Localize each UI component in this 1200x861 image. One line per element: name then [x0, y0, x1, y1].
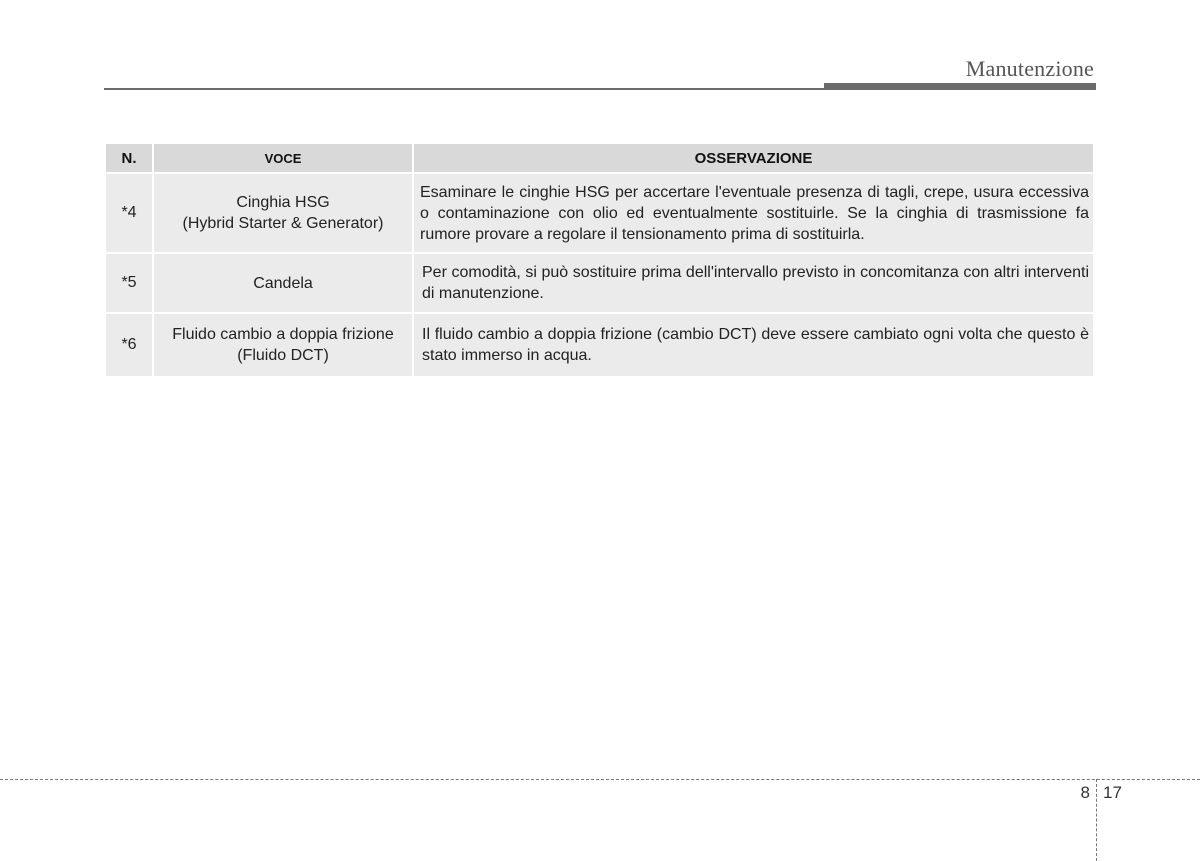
row-number: *4 — [105, 173, 153, 253]
column-header-n: N. — [105, 143, 153, 173]
row-item — [153, 173, 413, 253]
row-observation: Per comodità, si può sostituire prima dell'intervallo previsto in concomitanza con altri interventi di manutenzione. — [413, 253, 1094, 313]
row-item — [153, 253, 413, 313]
header-rule — [104, 88, 824, 90]
page-number: 17 — [1103, 783, 1122, 802]
row-item-detail: (Hybrid Starter & Generator) — [182, 215, 384, 232]
column-header-voce: VOCE — [153, 143, 413, 173]
table-row — [105, 313, 1094, 377]
footer-rule — [0, 779, 1200, 780]
row-observation: Il fluido cambio a doppia frizione (cambio DCT) deve essere cambiato ogni volta che questo è stato immerso in acqua. — [413, 313, 1094, 377]
table-header-row — [105, 143, 1094, 173]
row-number: *5 — [105, 253, 153, 313]
footer-divider — [1096, 779, 1097, 861]
row-item-detail: (Fluido DCT) — [237, 347, 329, 364]
table-row — [105, 253, 1094, 313]
header-rule-accent — [824, 83, 1096, 90]
row-item-name: Cinghia HSG — [236, 194, 330, 211]
row-item-name: Candela — [253, 274, 313, 292]
chapter-number: 8 — [1080, 783, 1090, 802]
row-number: *6 — [105, 313, 153, 377]
column-header-osservazione: OSSERVAZIONE — [413, 143, 1094, 173]
row-item — [153, 313, 413, 377]
maintenance-notes-table — [104, 142, 1095, 378]
table-row — [105, 173, 1094, 253]
row-item-name: Fluido cambio a doppia frizione — [172, 326, 394, 343]
row-observation: Esaminare le cinghie HSG per accertare l'eventuale presenza di tagli, crepe, usura eccessiva o contaminazione con olio ed eventualmente sostituirle. Se la cinghia di trasmissione fa rumore provare a regolare il tensionamento prima di sostituirla. — [413, 173, 1094, 253]
section-title: Manutenzione — [965, 56, 1094, 81]
